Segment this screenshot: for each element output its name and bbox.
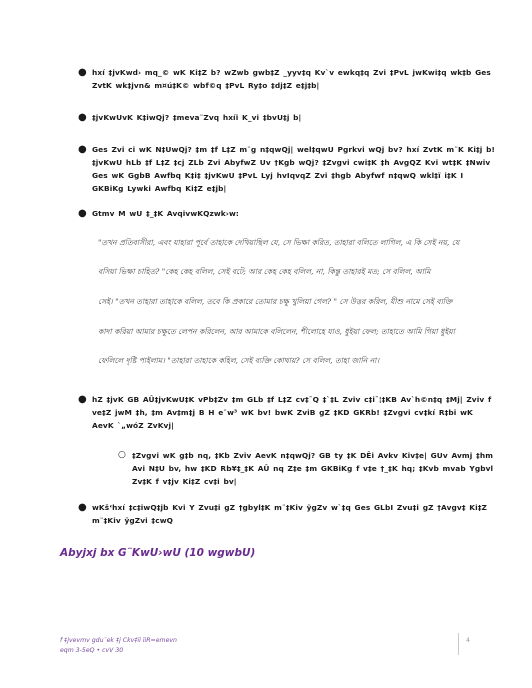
sub-bullet-circle: ○ xyxy=(118,450,126,460)
bullet-item-2 xyxy=(78,111,498,124)
bullet-dot: ● xyxy=(78,67,87,78)
bullet-dot: ● xyxy=(78,144,87,155)
footer xyxy=(60,636,460,656)
bullet-text: hZ ‡jvK GB AÛ‡jvKwU‡K vPb‡Zv ‡m GLb ‡f L‡Z cv‡¯Q ‡`‡L Zviv c‡i¯¦‡KB Av`h©n‡q ‡Mj| Zviv f ve‡Z jwM ‡h, ‡m Av‡m‡j B H e¨w³ wK bv! bwK ZviB gZ ‡KD GKRb! ‡Zvgvi cv‡kí R‡bi wK AevK `„wóZ ZvKvj| xyxy=(92,395,492,430)
bullet-text: Ges Zvi ci wK N‡UwQj? ‡m ‡f L‡Z m¨g n‡qwQj| wel‡qwU Pgrkvi wQj bv? hxí ZvtK m¨K Ki‡j b! ‡jvKwU hLb ‡f L‡Z ‡cj ZLb Zvi AbyfwZ Uv †Kgb wQj? ‡Zvgvi cwi‡K ‡h AvgQZ Kvi wt‡K ‡Nwiv Ges wK GgbB Awfbq K‡i‡ ‡jvKwU ‡PvL Lyj hvIqvqZ Zvi ‡hgb Abyfwf n‡qwQ wkl‡ï i‡K I GKBiKg Lywki Awfbq Ki‡Z e‡jb| xyxy=(92,145,495,193)
bullet-dot: ● xyxy=(78,502,87,513)
page-number: 4 xyxy=(466,637,470,644)
bullet-text: hxí ‡jvKwd› mq_© wK Ki‡Z b? wZwb gwb‡Z _yyv‡q Kv`v ewkq‡q Zvi ‡PvL jwKwi‡q wk‡b Ges ZvtK wk‡jvn& m¤ú‡K© wbf©q ‡PvL Ry‡o ‡dj‡Z e‡j‡b| xyxy=(92,68,491,90)
scripture-quote-line-1: "তখন প্রতিবাসীরা, এবং যাহারা পূর্বে তাহাকে দেখিয়াছিল যে, সে ভিক্ষা করিত, তাহারা বলিতে লাগিল, এ কি সেই নয়, যে xyxy=(98,238,460,247)
bullet-item-1 xyxy=(78,66,498,92)
bullet-item-4 xyxy=(78,207,498,220)
scripture-quote-line-5: ফেলিলে দৃষ্টি পাইলাম। "তাহারা তাহাকে কহিল, সেই ব্যক্তি কোথায়? সে বলিল, তাহা জানি না। xyxy=(98,356,380,365)
bullet-text: Gtmv M wU ‡_‡K AvqivwKQzwk›w: xyxy=(92,209,239,218)
section-heading: Abyjxj bx G¨KwU›wU (10 wgwbU) xyxy=(60,547,256,559)
sub-bullet-text: ‡Zvgvi wK g‡b nq, ‡Kb Zviv AevK n‡qwQj? GB ty ‡K DÊi Avkv Kiv‡e| GUv Avmj ‡hm Avi N‡U bv, hw ‡KD Rb¥‡_‡K AÛ nq Z‡e ‡m GKBiKg f v‡e †_‡K hq; ‡Kvb mvab Ygbvl Zv‡K f v‡jv Ki‡Z cv‡i bv| xyxy=(132,451,494,486)
bullet-text: wKš‘hxí ‡c‡iwQ‡jb Kvi Y Zvu‡i gZ †gbyl‡K m¨‡Kiv ÿgZv w`‡q Ges GLbI Zvu‡i gZ †Avgv‡ Ki‡Z m¨‡Kiv ÿgZvi ‡cwQ xyxy=(92,503,488,525)
bullet-dot: ● xyxy=(78,394,87,405)
scripture-quote-line-3: সেই। "তখন তাহারা তাহাকে বলিল, তবে কি প্রকারে তোমার চক্ষু খুলিয়া গেল? " সে উত্তর করিল, যীশু নামে সেই ব্যক্তি xyxy=(98,297,453,306)
footer-divider xyxy=(458,633,459,655)
bullet-item-6 xyxy=(78,501,498,527)
scripture-quote-line-2: বসিয়া ভিক্ষা চাহিত? "কেহ কেহ বলিল, সেই বটে; আর কেহ কেহ বলিল, না, কিন্তু তাহারই মত; সে বলিল, আমি xyxy=(98,267,431,276)
bullet-item-5 xyxy=(78,393,498,432)
bullet-text: ‡jvKwUvK K‡iwQj? ‡meva¨Zvq hxíi K_vi ‡bvU‡j b| xyxy=(92,113,302,122)
bullet-item-3 xyxy=(78,143,498,195)
sub-bullet-item xyxy=(118,449,500,488)
footer-subtitle: eqm 3-5eQ • cvV 30 xyxy=(60,647,124,654)
bullet-dot: ● xyxy=(78,112,87,123)
scripture-quote-line-4: কাদা করিয়া আমার চক্ষুতে লেপন করিলেন, আর আমাকে বলিলেন, শীলোহে যাও, ধুইয়া ফেল; তাহাতে আমি গিয়া ধুইয়া xyxy=(98,327,455,336)
footer-title: f ‡jvevmv gdu¨ek ‡j Ckv‡ïi ïiR=emevn xyxy=(60,637,177,644)
bullet-dot: ● xyxy=(78,208,87,219)
